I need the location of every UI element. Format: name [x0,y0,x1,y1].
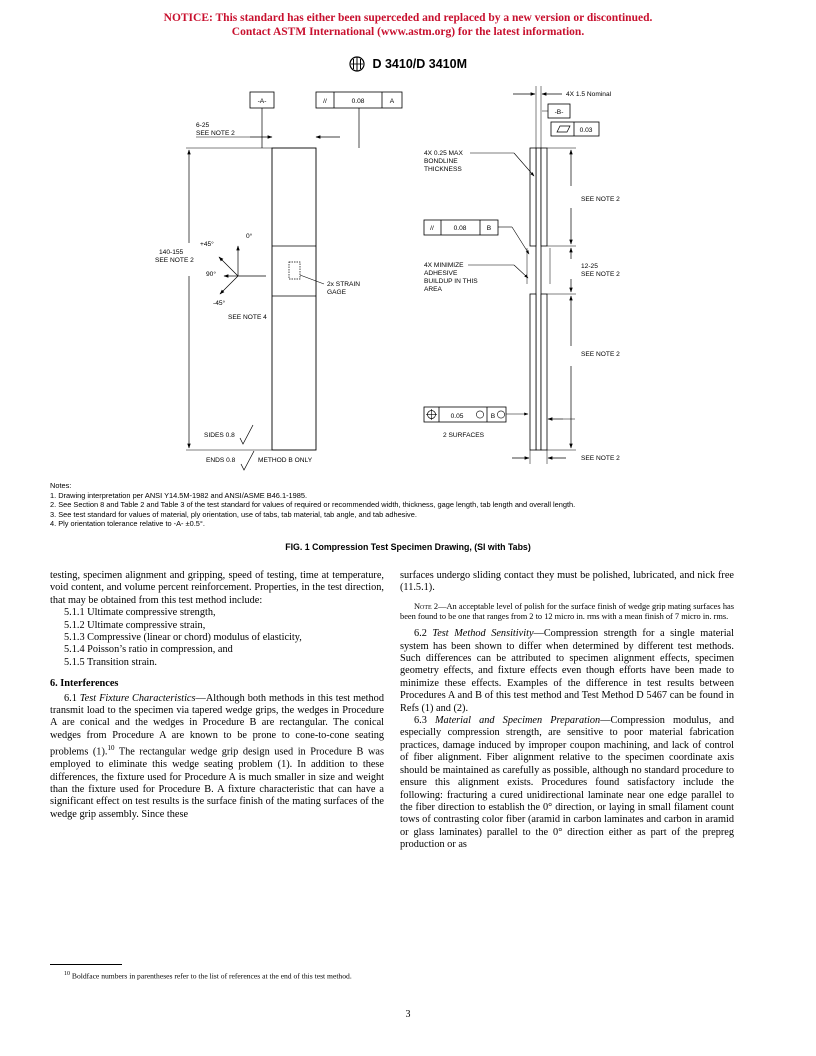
see-note-4-label: SEE NOTE 4 [228,314,267,321]
flatness-frame [551,122,599,136]
datum-a-box [250,92,274,108]
document-header [0,56,816,72]
ply-minus45-label: -45° [213,300,226,307]
parallelism-b-value: 0.08 [453,225,467,232]
datum-a-label: -A- [257,98,267,105]
parallelism-b-symbol: // [430,225,434,232]
notice-line-2: Contact ASTM International (www.astm.org) for the latest information. [231,26,585,38]
right-column [400,570,734,852]
sides-finish-label: SIDES 0.8 [204,432,235,439]
specimen-body [272,148,316,450]
notes-title: Notes: [50,481,72,490]
paragraph-6-2: 6.2 Test Method Sensitivity—Compression strength for a single material system has been shown to differ when determined by different test methods. Such differences can be attributed to specimen alignment effects, specimen geometry effects, and fixture effects even though efforts have been made to minimize these effects. Examples of the difference in test results between Procedures A and B of this test method and Test Method D 5467 can be found in Refs (1) and (2). [400,628,734,714]
ply-90-label: 90° [206,271,216,278]
note-item: 1. Drawing interpretation per ANSI Y14.5M-1982 and ANSI/ASME B46.1-1985. [50,490,308,500]
length-see-note-label: SEE NOTE 2 [155,257,194,264]
list-item: 5.1.2 Ultimate compressive strain, [64,619,206,631]
ends-finish-label: ENDS 0.8 [206,457,236,464]
parallelism-b-ref: B [486,225,492,232]
list-item: 5.1.1 Ultimate compressive strength, [64,607,216,619]
strain-gage-label-2: GAGE [327,289,347,296]
position-value: 0.05 [450,413,464,420]
adhesive-label-4: AREA [424,286,442,293]
footnote-rule [50,964,122,965]
width-see-note-label: SEE NOTE 2 [196,130,235,137]
sides-finish-icon [240,425,253,444]
note-2: Note 2—An acceptable level of polish for the surface finish of wedge grip mating surfaces has been found to be one that ranges from 2 to 12 micro in. rms with a mean finish of 7 micro in. rms. [400,601,734,622]
width-range-label: 6-25 [196,122,210,129]
list-item: 5.1.5 Transition strain. [64,656,157,668]
position-frame [424,407,506,422]
note-item: 3. See test standard for values of material, ply orientation, use of tabs, tab material, tab angle, and tab adhesive. [50,509,417,519]
lower-tab-see-note: SEE NOTE 2 [581,351,620,358]
adhesive-label-1: 4X MINIMIZE [424,262,464,269]
adhesive-label-3: BUILDUP IN THIS [424,278,478,285]
section-heading: 6. Interferences [50,678,119,690]
list-item: 5.1.3 Compressive (linear or chord) modulus of elasticity, [64,632,302,644]
flatness-value: 0.03 [579,127,593,134]
tab-nominal-label: 4X 1.5 Nominal [566,91,612,98]
parallelism-value: 0.08 [351,98,365,105]
ply-plus45-label: +45° [200,241,214,248]
datum-b-label: -B- [554,109,564,116]
paragraph-6-1: 6.1 Test Fixture Characteristics—Although both methods in this test method transmit load to the specimen via tapered wedge grips, the wedges in Procedure A are conical and the wedges in Procedure B are rectangular. The conical wedges from Procedure A are known to be prone to cone-to-cone seating problems (1).$^{10}$ The rectangular wedge grip design used in Procedure B was employed to eliminate this wedge seating problem (1). In addition to these differences, the fixture used for Procedure A is much smaller in size and weight than the fixture used for Procedure B. A fixture characteristic that can have a significant effect on test results is the surface finish of the mating surfaces of the wedge grip assembly. Since these [50,692,384,820]
parallelism-symbol: // [323,98,327,105]
strain-gage-label-1: 2x STRAIN [327,281,360,288]
position-ref: B [490,413,496,420]
specimen-drawing [0,76,816,476]
gage-length-range: 12-25 [581,263,598,270]
standard-designation: D 3410/D 3410M [372,57,467,71]
notice-banner [0,11,816,39]
footnote: $^{10}$ Boldface numbers in parentheses refer to the list of references at the end of this test method. [64,971,352,981]
note-item: 2. See Section 8 and Table 2 and Table 3 of the test standard for values of required or recommended width, thickness, gage length, tab length and overall length. [50,500,576,510]
list-item: 5.1.4 Poisson’s ratio in compression, and [64,644,233,656]
upper-tab-see-note: SEE NOTE 2 [581,196,620,203]
parallelism-frame-b [424,220,498,235]
specimen-edge-view [527,148,550,450]
datum-b-box [548,104,570,118]
figure-caption: FIG. 1 Compression Test Specimen Drawing, (SI with Tabs) [285,542,531,552]
paragraph: surfaces undergo sliding contact they must be polished, lubricated, and nick free (11.5.1). [400,570,734,594]
method-b-only-label: METHOD B ONLY [258,457,313,464]
adhesive-label-2: ADHESIVE [424,270,458,277]
astm-logo-icon [349,56,365,72]
parallelism-ref: A [389,98,395,105]
notice-line-1: NOTICE: This standard has either been superceded and replaced by a new version or discontinued. [163,12,653,24]
figure-notes [50,481,770,529]
ply-orientation-symbol [219,246,266,294]
ply-0-label: 0° [246,233,253,240]
bottom-see-note: SEE NOTE 2 [581,455,620,462]
bondline-label-3: THICKNESS [424,166,462,173]
bondline-label-1: 4X 0.25 MAX [424,150,463,157]
parallelism-frame-a [316,92,402,108]
paragraph-6-3: 6.3 Material and Specimen Preparation—Compression modulus, and especially compression strength, are sensitive to poor material fabrication practices, damage induced by improper coupon machining, and lack of control of fiber alignment. Fiber alignment relative to the specimen coordinate axis should be maintained as carefully as possible, although no standard procedure to ensure this alignment exists. Procedures found satisfactory include the following: fracturing a cured unidirectional laminate near one edge parallel to the fiber direction to establish the 0° direction, or laying in small filament count tows of contrasting color fiber (aramid in carbon laminates and carbon in aramid or glass laminates) parallel to the 0° direction either as part of the prepreg production or as [400,715,734,851]
page-number: 3 [405,1009,411,1020]
surfaces-label: 2 SURFACES [443,432,485,439]
paragraph: testing, specimen alignment and gripping, speed of testing, time at temperature, void content, and volume percent reinforcement. Properties, in the test direction, that may be obtained from this test method include: [50,570,384,606]
gage-length-see-note: SEE NOTE 2 [581,271,620,278]
length-range-label: 140-155 [159,249,184,256]
ends-finish-icon [241,451,254,470]
left-column [50,570,384,821]
note-item: 4. Ply orientation tolerance relative to -A- ±0.5°. [50,519,205,529]
bondline-label-2: BONDLINE [424,158,458,165]
